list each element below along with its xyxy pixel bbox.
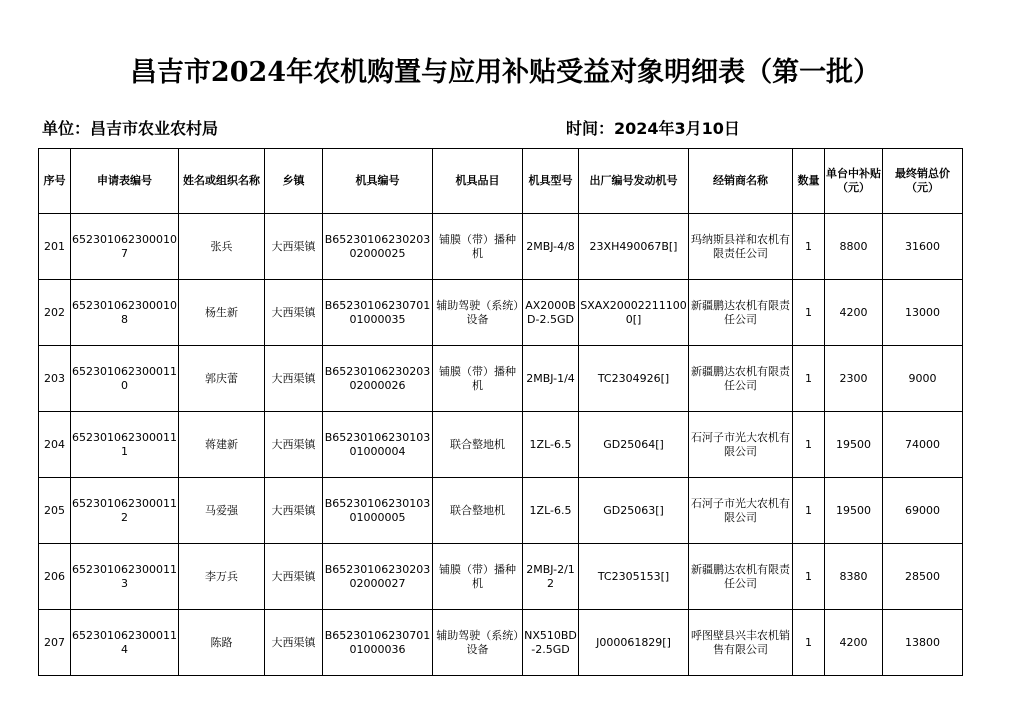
application-number-cell: 6523010623000107 [71,214,179,280]
dealer-name-cell: 石河子市光大农机有限公司 [689,478,793,544]
machine-number-cell: B6523010623070101000036 [323,610,433,676]
quantity-cell: 1 [793,280,825,346]
applicant-name-cell: 马爱强 [179,478,265,544]
total-price-cell: 9000 [883,346,963,412]
machine-category-cell: 联合整地机 [433,412,523,478]
header-cell: 最终销总价（元） [883,149,963,214]
machine-number-cell: B6523010623010301000004 [323,412,433,478]
subsidy-amount-cell: 4200 [825,610,883,676]
township-cell: 大西渠镇 [265,412,323,478]
total-price-cell: 69000 [883,478,963,544]
township-cell: 大西渠镇 [265,544,323,610]
serial-number-cell: 203 [39,346,71,412]
total-price-cell: 74000 [883,412,963,478]
subsidy-table [38,148,963,676]
table-row [39,610,963,676]
factory-engine-number-cell: J000061829[] [579,610,689,676]
date-label: 时间：2024年3月10日 [566,119,740,138]
document-title: 昌吉市2024年农机购置与应用补贴受益对象明细表（第一批） [129,57,881,88]
application-number-cell: 6523010623000110 [71,346,179,412]
serial-number-cell: 204 [39,412,71,478]
township-cell: 大西渠镇 [265,280,323,346]
quantity-cell: 1 [793,544,825,610]
factory-engine-number-cell: 23XH490067B[] [579,214,689,280]
table-row [39,478,963,544]
header-cell: 数量 [793,149,825,214]
factory-engine-number-cell: GD25063[] [579,478,689,544]
machine-model-cell: 1ZL-6.5 [523,478,579,544]
applicant-name-cell: 郭庆蕾 [179,346,265,412]
machine-category-cell: 辅助驾驶（系统）设备 [433,280,523,346]
machine-category-cell: 联合整地机 [433,478,523,544]
header-cell: 乡镇 [265,149,323,214]
serial-number-cell: 205 [39,478,71,544]
machine-number-cell: B6523010623020302000026 [323,346,433,412]
machine-number-cell: B6523010623010301000005 [323,478,433,544]
machine-category-cell: 铺膜（带）播种机 [433,346,523,412]
applicant-name-cell: 蒋建新 [179,412,265,478]
township-cell: 大西渠镇 [265,346,323,412]
serial-number-cell: 207 [39,610,71,676]
subsidy-amount-cell: 8380 [825,544,883,610]
unit-label: 单位：昌吉市农业农村局 [42,119,219,138]
township-cell: 大西渠镇 [265,214,323,280]
header-cell: 经销商名称 [689,149,793,214]
header-cell: 序号 [39,149,71,214]
table-row [39,412,963,478]
machine-number-cell: B6523010623070101000035 [323,280,433,346]
dealer-name-cell: 呼图壁县兴丰农机销售有限公司 [689,610,793,676]
machine-category-cell: 铺膜（带）播种机 [433,544,523,610]
application-number-cell: 6523010623000112 [71,478,179,544]
applicant-name-cell: 杨生新 [179,280,265,346]
factory-engine-number-cell: TC2305153[] [579,544,689,610]
application-number-cell: 6523010623000114 [71,610,179,676]
machine-model-cell: NX510BD-2.5GD [523,610,579,676]
machine-model-cell: AX2000BD-2.5GD [523,280,579,346]
factory-engine-number-cell: SXAX200022111000[] [579,280,689,346]
machine-model-cell: 2MBJ-1/4 [523,346,579,412]
quantity-cell: 1 [793,412,825,478]
dealer-name-cell: 新疆鹏达农机有限责任公司 [689,346,793,412]
subsidy-amount-cell: 19500 [825,412,883,478]
subsidy-amount-cell: 2300 [825,346,883,412]
serial-number-cell: 202 [39,280,71,346]
applicant-name-cell: 李万兵 [179,544,265,610]
dealer-name-cell: 石河子市光大农机有限公司 [689,412,793,478]
total-price-cell: 28500 [883,544,963,610]
dealer-name-cell: 新疆鹏达农机有限责任公司 [689,544,793,610]
quantity-cell: 1 [793,478,825,544]
total-price-cell: 13000 [883,280,963,346]
machine-category-cell: 辅助驾驶（系统）设备 [433,610,523,676]
machine-model-cell: 1ZL-6.5 [523,412,579,478]
quantity-cell: 1 [793,214,825,280]
machine-number-cell: B6523010623020302000027 [323,544,433,610]
header-cell: 申请表编号 [71,149,179,214]
application-number-cell: 6523010623000113 [71,544,179,610]
township-cell: 大西渠镇 [265,478,323,544]
machine-model-cell: 2MBJ-2/12 [523,544,579,610]
total-price-cell: 31600 [883,214,963,280]
table-row [39,346,963,412]
township-cell: 大西渠镇 [265,610,323,676]
table-body [39,214,963,676]
machine-model-cell: 2MBJ-4/8 [523,214,579,280]
table-row [39,214,963,280]
machine-category-cell: 铺膜（带）播种机 [433,214,523,280]
subsidy-amount-cell: 19500 [825,478,883,544]
application-number-cell: 6523010623000111 [71,412,179,478]
table-header-row [39,149,963,214]
header-cell: 出厂编号发动机号 [579,149,689,214]
machine-number-cell: B6523010623020302000025 [323,214,433,280]
serial-number-cell: 206 [39,544,71,610]
factory-engine-number-cell: TC2304926[] [579,346,689,412]
dealer-name-cell: 玛纳斯县祥和农机有限责任公司 [689,214,793,280]
total-price-cell: 13800 [883,610,963,676]
quantity-cell: 1 [793,346,825,412]
factory-engine-number-cell: GD25064[] [579,412,689,478]
header-cell: 机具型号 [523,149,579,214]
serial-number-cell: 201 [39,214,71,280]
subsidy-amount-cell: 8800 [825,214,883,280]
applicant-name-cell: 张兵 [179,214,265,280]
application-number-cell: 6523010623000108 [71,280,179,346]
header-cell: 姓名或组织名称 [179,149,265,214]
table-row [39,544,963,610]
header-cell: 单台中补贴（元） [825,149,883,214]
dealer-name-cell: 新疆鹏达农机有限责任公司 [689,280,793,346]
header-cell: 机具编号 [323,149,433,214]
applicant-name-cell: 陈路 [179,610,265,676]
subsidy-amount-cell: 4200 [825,280,883,346]
header-cell: 机具品目 [433,149,523,214]
table-row [39,280,963,346]
quantity-cell: 1 [793,610,825,676]
